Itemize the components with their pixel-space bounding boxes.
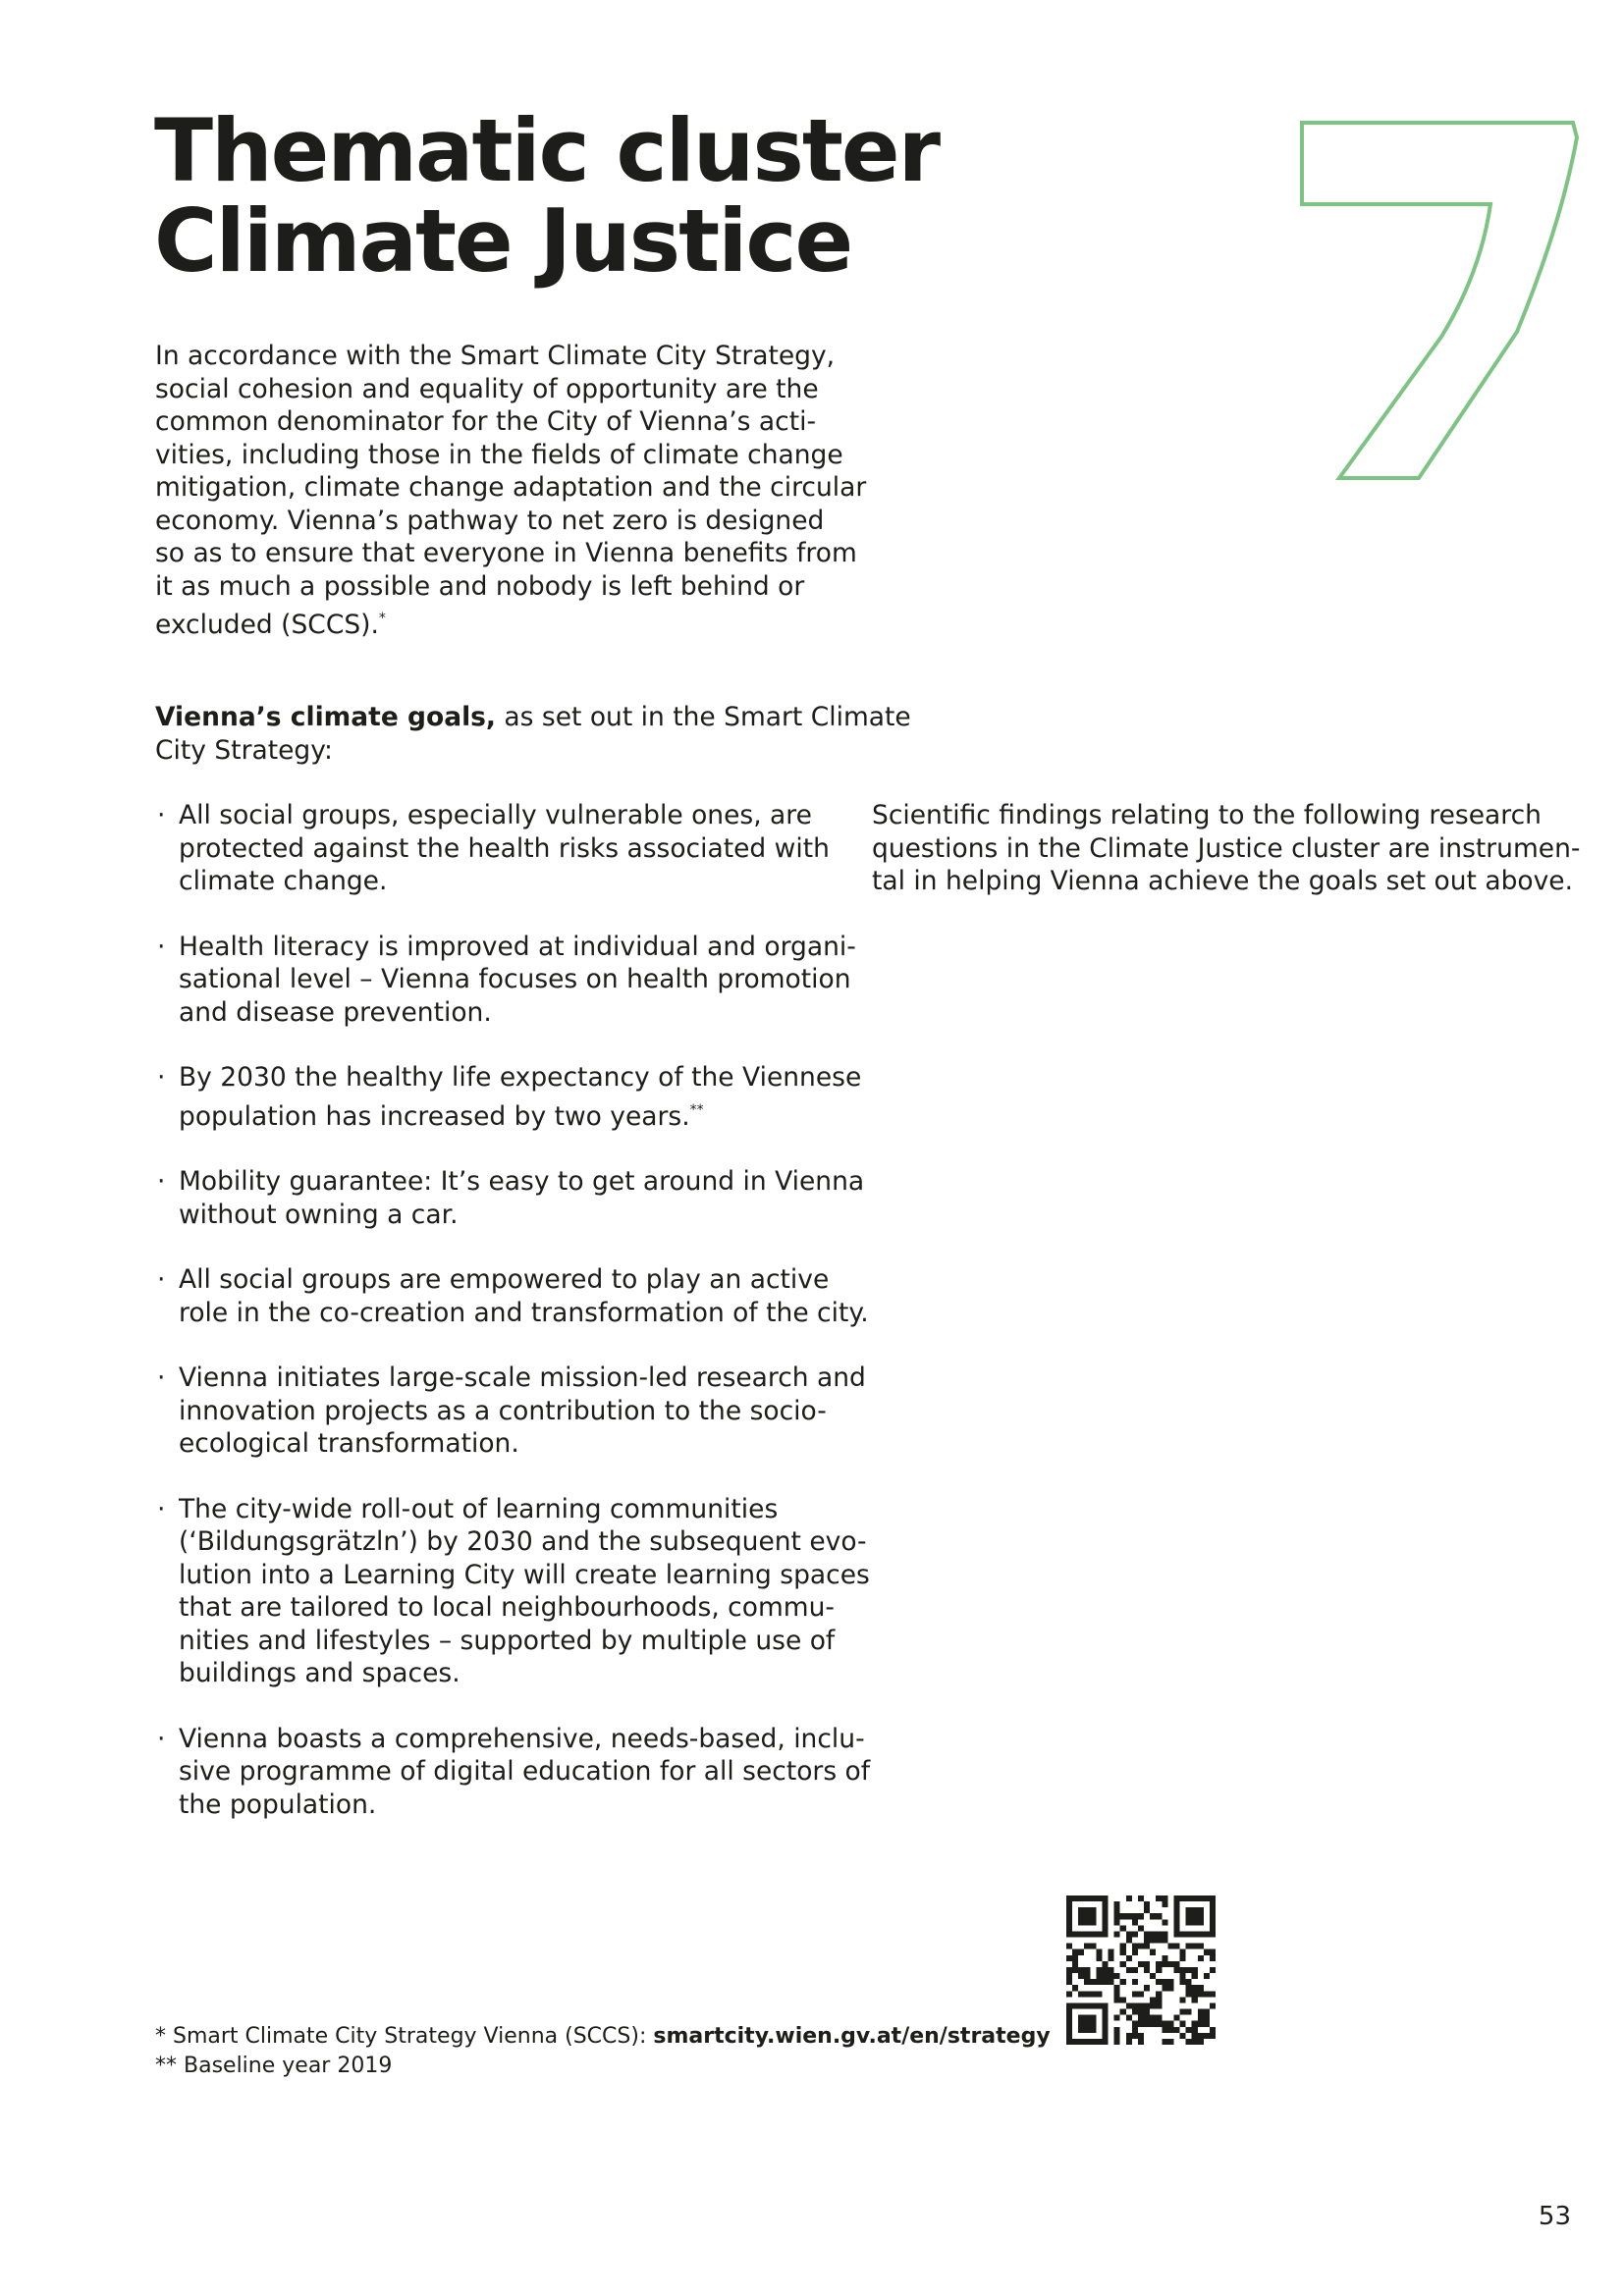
goal-item xyxy=(155,1493,870,1690)
goal-line: lution into a Learning City will create learning spaces xyxy=(179,1559,870,1590)
goal-line: Vienna boasts a comprehensive, needs-based, inclu- xyxy=(179,1723,865,1754)
goals-heading-line-2: City Strategy: xyxy=(155,734,333,766)
goal-item xyxy=(155,799,862,898)
footnotes xyxy=(155,2022,1137,2081)
goal-line: protected against the health risks associated with xyxy=(179,832,830,864)
goal-line: sational level – Vienna focuses on health promotion xyxy=(179,964,851,994)
intro-line: mitigation, climate change adaptation and the circular xyxy=(155,472,867,503)
page-title xyxy=(154,100,1038,292)
page-number: 53 xyxy=(1538,2202,1571,2231)
goal-line: All social groups are empowered to play an active xyxy=(179,1264,830,1295)
goal-line: that are tailored to local neighbourhoods, commu- xyxy=(179,1592,835,1623)
intro-line: economy. Vienna’s pathway to net zero is designed xyxy=(155,505,825,536)
goal-item xyxy=(155,1723,871,1822)
goal-line: nities and lifestyles – supported by multiple use of xyxy=(179,1625,836,1656)
goal-line: Mobility guarantee: It’s easy to get around in Vienna xyxy=(179,1166,865,1197)
goal-item xyxy=(155,1362,866,1461)
intro-line-last xyxy=(155,603,862,642)
bullet-icon: · xyxy=(157,1166,166,1197)
footnote-2: ** Baseline year 2019 xyxy=(155,2054,393,2078)
goals-heading xyxy=(155,701,911,767)
goal-item xyxy=(155,931,862,1030)
intro-line: excluded (SCCS). xyxy=(155,610,379,640)
intro-line: vities, including those in the fields of climate change xyxy=(155,439,843,470)
goal-line: climate change. xyxy=(179,866,388,896)
intro-paragraph xyxy=(155,340,867,642)
research-line: Scientific findings relating to the following research xyxy=(872,800,1542,830)
goal-item xyxy=(155,1165,865,1231)
goal-line: By 2030 the healthy life expectancy of the Viennese xyxy=(179,1062,862,1093)
footnote-1 xyxy=(155,2022,1137,2052)
intro-line: social cohesion and equality of opportunity are the xyxy=(155,373,819,404)
goal-line: the population. xyxy=(179,1789,377,1820)
goal-line: ecological transformation. xyxy=(179,1428,519,1459)
goal-line: The city-wide roll-out of learning communities xyxy=(179,1493,779,1524)
research-line: questions in the Climate Justice cluster are instrumen- xyxy=(872,832,1581,864)
goal-line-with-mark xyxy=(179,1095,862,1134)
bullet-icon: · xyxy=(157,1362,166,1393)
research-paragraph xyxy=(872,799,1579,898)
goals-list xyxy=(155,799,871,1821)
bullet-icon: · xyxy=(157,1493,166,1524)
intro-line: In accordance with the Smart Climate City Strategy, xyxy=(155,341,836,371)
goal-line: sive programme of digital education for all sectors of xyxy=(179,1756,871,1787)
goals-heading-rest: as set out in the Smart Climate xyxy=(496,702,911,732)
goal-line: without owning a car. xyxy=(179,1199,459,1230)
title-line-2: Climate Justice xyxy=(154,190,852,292)
bullet-icon: · xyxy=(157,931,166,962)
goals-heading-line-1 xyxy=(155,701,911,734)
goal-line: All social groups, especially vulnerable ones, are xyxy=(179,800,812,830)
goal-line: Health literacy is improved at individual and organi- xyxy=(179,931,856,962)
intro-line: so as to ensure that everyone in Vienna benefits from xyxy=(155,538,857,568)
goal-line: and disease prevention. xyxy=(179,996,492,1028)
bullet-icon: · xyxy=(157,1723,166,1754)
goals-heading-bold: Vienna’s climate goals, xyxy=(155,702,496,732)
goal-line: buildings and spaces. xyxy=(179,1658,460,1688)
bullet-icon: · xyxy=(157,800,166,830)
intro-line: it as much a possible and nobody is left behind or xyxy=(155,570,805,602)
goal-line: role in the co-creation and transformation of the city. xyxy=(179,1297,869,1328)
research-line: tal in helping Vienna achieve the goals set out above. xyxy=(872,866,1574,896)
bullet-icon: · xyxy=(157,1062,166,1093)
footnote-1-text: * Smart Climate City Strategy Vienna (SCCS): xyxy=(155,2024,654,2049)
goal-line: Vienna initiates large-scale mission-led research and xyxy=(179,1362,866,1393)
strategy-link[interactable]: smartcity.wien.gv.at/en/strategy xyxy=(653,2024,1051,2049)
footnote-mark: * xyxy=(378,611,386,626)
title-line-1: Thematic cluster xyxy=(154,100,939,201)
goal-item xyxy=(155,1061,862,1133)
goal-item xyxy=(155,1263,869,1329)
goal-line: population has increased by two years. xyxy=(179,1100,690,1132)
bullet-icon: · xyxy=(157,1264,166,1295)
goal-line: (‘Bildungsgrätzln’) by 2030 and the subsequent evo- xyxy=(179,1526,867,1557)
goal-line: innovation projects as a contribution to the socio- xyxy=(179,1395,827,1426)
chapter-number-seven-outline xyxy=(1296,116,1581,489)
intro-line: common denominator for the City of Vienna’s acti- xyxy=(155,406,817,437)
footnote-mark: ** xyxy=(689,1101,704,1118)
